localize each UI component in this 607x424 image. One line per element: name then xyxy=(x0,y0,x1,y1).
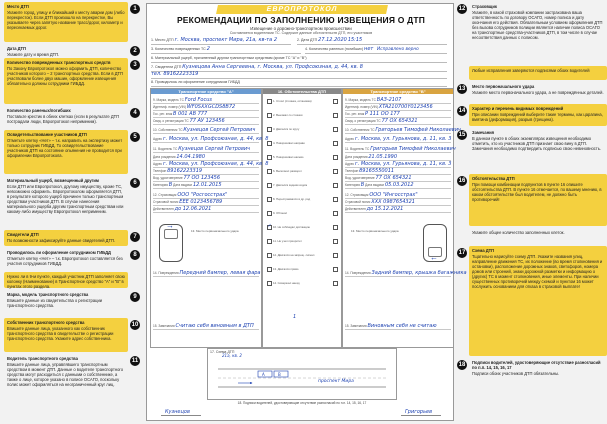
circumstance-checkbox-b[interactable] xyxy=(333,127,338,132)
note-card xyxy=(4,230,128,246)
note-title: Марка, модель транспортного средства xyxy=(7,292,89,297)
note-card xyxy=(469,174,607,226)
circumstance-label: 1. Стоял (стоянка, остановка) xyxy=(273,98,312,103)
note-card xyxy=(4,176,128,228)
circumstance-checkbox-b[interactable] xyxy=(333,225,338,230)
note-title: Освидетельствование участников ДТП xyxy=(7,132,87,137)
note-title: Место первоначального удара xyxy=(472,84,535,89)
circumstance-checkbox-a[interactable] xyxy=(267,99,272,104)
circumstance-label: 7. Двигался задним ходом xyxy=(273,182,308,187)
note-title: Собственник транспортного средства xyxy=(7,320,85,325)
circumstance-checkbox-a[interactable] xyxy=(267,253,272,258)
step-number-badge: 12 xyxy=(458,6,466,12)
circumstance-checkbox-b[interactable] xyxy=(333,155,338,160)
note-text: Если ДТП или Европротокол, другому имуществу, кроме ТС, невозможно оформить. Европротоколом оформляется ДТП, в результате которого ущерб причинен только транспортным средствам участников ДТП. В случае нанесения материального ущерба другим транспортным средствам или какому-либо имуществу Европротокол неприменим. xyxy=(7,184,124,214)
step-number-badge: 7 xyxy=(130,232,140,242)
circumstance-checkbox-b[interactable] xyxy=(333,113,338,118)
a-driver-line: 11. Водитель ТС Кузнецов Сергей Петрович xyxy=(153,147,259,153)
circumstance-label: 3. Двигался по кругу xyxy=(273,126,300,131)
witness-phone-row xyxy=(151,71,447,79)
scheme-panel xyxy=(207,348,397,400)
scheme-label: 17. Схема ДТП xyxy=(210,350,235,354)
witness-row: 7. Свидетели ДТП Кузнецова Анна Сергеевна, г. Москва, ул. Профсоюзная, д. 44, кв. 8 xyxy=(151,64,447,72)
note-title: Водитель транспортного средства xyxy=(7,356,78,361)
circumstance-checkbox-b[interactable] xyxy=(333,99,338,104)
circumstance-checkbox-b[interactable] xyxy=(333,183,338,188)
note-text: Любые исправления заверяются подписями обоих водителей xyxy=(472,68,590,73)
note-title: Количество поврежденных транспортных средств xyxy=(7,60,111,65)
a-driver-addr-line: Адрес г. Москва, ул. Профсоюзная, д. 44, кв. 8 xyxy=(153,161,269,167)
a-category-line: Категория В Дата выдачи 12.01.2015 xyxy=(153,183,259,189)
circumstance-checkbox-a[interactable] xyxy=(267,141,272,146)
note-title: Схема ДТП xyxy=(472,248,495,253)
vehicle-a-header: Транспортное средство "А" xyxy=(151,89,261,94)
gibdd-row: 8. Проводилось ли оформление сотрудником ГИБДД xyxy=(151,79,447,87)
a-policy-line: Страховой полис ЕЕЕ 0123456789 xyxy=(153,200,259,206)
circumstance-label: 10. Не соблюдал дистанцию xyxy=(273,224,310,229)
note-card xyxy=(469,228,607,244)
note-text: Нужно ли в 9-м пункте, каждый участник ДТП заполняет свою колонку (Наименование) в Транспортное средство "A" и "B" в пунктах этого раздела. xyxy=(7,274,125,289)
b-driver-addr-line: Адрес г. Москва, ул. Гурьянова, д. 11, кв. 3 xyxy=(345,161,452,167)
circumstance-checkbox-a[interactable] xyxy=(267,281,272,286)
scheme-house: 21а, кв. 2 xyxy=(222,353,242,358)
circumstance-checkbox-b[interactable] xyxy=(333,267,338,272)
circumstance-label: 11. Не учел приоритет xyxy=(273,238,302,243)
b-owner-line: 10. Собственник ТС Григорьев Тимофей Николаевич xyxy=(345,127,461,133)
note-text: Укажите место первоначального удара, а не повреждённых деталей. xyxy=(472,90,604,95)
circumstance-checkbox-a[interactable] xyxy=(267,155,272,160)
note-title: Страховщик xyxy=(472,4,497,9)
vehicle-b-panel xyxy=(342,88,467,348)
vehicle-b-header: Транспортное средство "В" xyxy=(343,89,453,94)
circumstance-checkbox-b[interactable] xyxy=(333,281,338,286)
scheme-street: проспект Мира xyxy=(318,379,354,384)
form-note: Составляется водителями ТС. Содержит данные обстоятельств ДТП, его участников xyxy=(229,31,373,35)
note-text: В данном пункте в обоих экземплярах извещения необходимо отметить, кто из участников ДТП признает свою вину в ДТП. Замечания необходимо подтвердить подписью свою невиновность. xyxy=(472,136,601,151)
a-impact-label: 13. Место первоначального удара xyxy=(191,229,239,233)
note-text: Укажите дату и время ДТП. xyxy=(7,52,60,57)
a-address-line: Адрес г. Москва, ул. Профсоюзная, д. 44, кв. 8 xyxy=(153,136,269,142)
circumstance-checkbox-b[interactable] xyxy=(333,197,338,202)
step-number-badge: 8 xyxy=(130,250,140,260)
circumstance-label: 4. Поворачивал направо xyxy=(273,140,305,145)
step-number-badge: 1 xyxy=(130,4,140,14)
b-remarks-line: 15. Замечания Виновным себя не считаю xyxy=(345,324,451,330)
note-text: Отметьте клетку «Нет» – т.к. направить на экспертизу может только сотрудник ГИБДД. То освидетельствование участников ДТП на состояние опьянения не проводится при оформлении Европротокола. xyxy=(7,138,123,158)
b-driver-line: 11. Водитель ТС Григорьев Тимофей Николаевич xyxy=(345,146,456,152)
a-brand-line: 9. Марка, модель ТС Ford Focus xyxy=(153,98,259,104)
step-number-badge: 4 xyxy=(130,108,140,118)
circumstance-checkbox-a[interactable] xyxy=(267,183,272,188)
form-title: РЕКОМЕНДАЦИИ ПО ЗАПОЛНЕНИЮ ИЗВЕЩЕНИЯ О ДТП xyxy=(176,15,426,25)
circumstances-header: 16. Обстоятельства ДТП xyxy=(263,89,341,94)
car-a-icon: → xyxy=(159,224,183,262)
note-card xyxy=(4,354,128,422)
step-number-badge: 2 xyxy=(130,46,140,56)
note-text: При помощи комбинации подпунктов в пункте 16 опишите обстоятельства ДТП. В пункте 16 отмечается, по вашему мнению, в каком обстоятельстве был водителем, не должно быть противоречий! xyxy=(472,182,602,202)
a-reg-line: Свид. о регистрации ТС 77 АУ 123456 xyxy=(153,119,259,125)
b-valid-line: Действителен до 15.12.2021 xyxy=(345,207,451,213)
circumstance-checkbox-a[interactable] xyxy=(267,127,272,132)
circumstance-label: 5. Поворачивал налево xyxy=(273,154,304,159)
a-license-line: Вод. удостоверение 77 ОО 123456 xyxy=(153,176,259,182)
material-row: 6. Материальный ущерб, причиненный другим транспортным средствам (кроме ТС "А" и "В") xyxy=(151,55,447,63)
note-card xyxy=(4,272,128,288)
circumstance-checkbox-b[interactable] xyxy=(333,253,338,258)
vehicle-a-panel xyxy=(150,88,269,348)
circumstance-label: 9. Обгонял xyxy=(273,210,288,215)
note-title: Замечания xyxy=(472,130,495,135)
note-text: Поставьте крестик в обеих клетках (если в результате ДТП пострадали люди, Европротокол неприменим). xyxy=(7,114,120,124)
note-card xyxy=(4,318,128,352)
circumstance-checkbox-a[interactable] xyxy=(267,113,272,118)
note-card xyxy=(4,2,128,42)
step-number-badge: 3 xyxy=(130,60,140,70)
note-title: Дата ДТП xyxy=(7,46,26,51)
step-number-badge: 10 xyxy=(131,322,139,328)
note-text: Впишите данные лица, указанного как собственник транспортного средства в свидетельстве о регистрации транспортного средства. Укажите адрес собственника. xyxy=(7,326,114,341)
b-brand-line: 9. Марка, модель ТС ВАЗ-2107 xyxy=(345,98,451,104)
b-reg-line: Свид. о регистрации ТС 77 ОХ 654321 xyxy=(345,119,451,125)
note-card xyxy=(469,358,607,420)
note-text: Впишите данные лица, управлявшего транспортным средством в момент ДТП. Данные о водителе транспортного средства могут расходиться с данными о собственнике, а также о лице, которое указано в полисе ОСАГО, поскольку полис может оформляться на неограниченный круг лиц. xyxy=(7,362,124,387)
vehicles-value: 2 xyxy=(206,46,210,52)
svg-text:A: A xyxy=(262,372,265,377)
b-category-line: Категория В Дата выдачи 05.03.2012 xyxy=(345,183,451,189)
circumstance-checkbox-a[interactable] xyxy=(267,197,272,202)
vehicles-row: 3. Количество поврежденных ТС 2 xyxy=(151,46,301,54)
step-number-badge: 11 xyxy=(131,358,139,364)
witness-phone: тел. 89162223319 xyxy=(151,71,199,77)
scheme-drawing xyxy=(208,355,396,399)
injured-value: нет xyxy=(364,46,374,52)
a-insurer-line: 12. Страховщик ООО "Росгосстрах" xyxy=(153,193,259,199)
note-title: Характер и перечень видимых повреждений xyxy=(472,106,564,111)
step-number-badge: 9 xyxy=(130,292,140,302)
note-text: По Закону Европротокол можно оформить ДТП, количество участников которого – 2 транспортных средства. Если в ДТП участвовали более двух машин, оформление извещения обязательно должны сотрудники ГИБДД. xyxy=(7,66,123,86)
note-title: Свидетели ДТП xyxy=(7,232,39,237)
signatures-label: 18. Подписи водителей, удостоверяющие отсутствие разногласий по п.п. 14, 15, 16, 17 xyxy=(237,401,367,405)
note-text: Подписи обоих участников ДТП обязательны. xyxy=(472,371,560,376)
note-card xyxy=(4,290,128,316)
note-text: Укажите, в какой страховой компании застрахована ваша ответственность по договору ОСАГО, номер полиса и дату окончания его действия. Обязательным условием оформления ДТП без вызова сотрудников полиции является наличие полиса ОСАГО на транспортные средства-участников ДТП, в том числе в случае несоответствия данных с полисом. xyxy=(472,10,603,40)
a-plate-line: Гос. рег. знак В 001 АВ 777 xyxy=(153,112,259,118)
note-title: Материальный ущерб, возмещенный другим xyxy=(7,178,99,183)
total-checks: 1 xyxy=(293,314,297,320)
note-title: Проводилось ли оформление сотрудником ГИБДД xyxy=(7,250,111,255)
note-text: Тщательно нарисуйте схему ДТП. Укажите названия улиц, направление движения ТС, их положение (во время столкновения и остановки), расположение дорожных знаков, светофоров, номера домов или строений, знаки дорожной разметки и информацию о (других) ТС в момент столкновения, иные элементы. При наличии существенных противоречий между схемой и пунктом 16 может послужить основанием для отказа в страховой выплате! xyxy=(472,254,603,289)
time-value: 15:15 xyxy=(347,37,363,43)
note-card xyxy=(4,248,128,270)
note-card xyxy=(469,82,607,102)
note-text: Отметьте клетку «Нет» – т.к. Европротокол составляется без участия сотрудников ГИБДД. xyxy=(7,256,123,266)
circumstance-label: 13. Двигался прямо xyxy=(273,266,299,271)
note-card xyxy=(469,2,607,64)
witness-value: Кузнецова Анна Сергеевна, г. Москва, ул. Профсоюзная, д. 44, кв. 8 xyxy=(182,64,363,70)
circumstances-panel xyxy=(262,88,342,348)
note-card xyxy=(4,58,128,104)
b-dob-line: Дата рождения 21.05.1990 xyxy=(345,155,451,161)
circumstance-checkbox-b[interactable] xyxy=(333,211,338,216)
a-damage-line: 14. Повреждения Передний бампер, левая фара xyxy=(153,270,261,276)
step-number-badge: 18 xyxy=(458,362,466,368)
car-b-icon: ← xyxy=(423,224,447,262)
note-title: Количество раненых/погибших xyxy=(7,108,71,113)
form-subtitle: Извещение о дорожно-транспортном происшествии xyxy=(250,26,352,31)
signatures-row xyxy=(151,401,451,419)
note-card xyxy=(469,128,607,172)
circumstance-label: 12. Двигался на запрещ. сигнал xyxy=(273,252,315,257)
note-title: Подписи водителей, удостоверяющие отсутствие разногласий по п.п. 14, 15, 16, 17 xyxy=(472,360,601,370)
place-row: 1. Место ДТП г. Москва, проспект Мира, 21а, кв-та 2 xyxy=(151,37,291,45)
circumstance-label: 8. Перестраивался в др. ряд xyxy=(273,196,311,201)
date-value: 27.12.2020 xyxy=(318,37,347,43)
note-text: По возможности зафиксируйте данные свидетелей ДТП. xyxy=(7,238,116,243)
note-card xyxy=(469,246,607,356)
circumstance-checkbox-a[interactable] xyxy=(267,225,272,230)
step-number-badge: 6 xyxy=(130,178,140,188)
step-number-badge: 5 xyxy=(130,132,140,142)
note-card xyxy=(469,104,607,126)
a-dob-line: Дата рождения 14.04.1980 xyxy=(153,155,259,161)
b-plate-line: Гос. рег. знак Р 111 ОО 177 xyxy=(345,112,451,118)
b-damage-line: 14. Повреждения Задний бампер, крышка багажника xyxy=(345,270,467,276)
note-card xyxy=(469,66,607,80)
b-vin-line: Идентиф. номер (VIN) XTA210700Y0123456 xyxy=(345,105,451,111)
b-policy-line: Страховой полис ХХХ 0987654321 xyxy=(345,200,451,206)
note-title: Обстоятельства ДТП xyxy=(472,176,515,181)
step-number-badge: 13 xyxy=(458,86,466,92)
b-license-line: Вод. удостоверение 77 ОХ 654321 xyxy=(345,176,451,182)
circumstance-checkbox-a[interactable] xyxy=(267,267,272,272)
a-owner-line: 10. Собственник ТС Кузнецов Сергей Петрович xyxy=(153,128,259,134)
a-valid-line: Действителен до 12.06.2021 xyxy=(153,207,259,213)
europrotocol-banner: ЕВРОПРОТОКОЛ xyxy=(216,5,388,14)
circumstance-label: 6. Выполнял разворот xyxy=(273,168,302,173)
right-notes-column xyxy=(457,0,604,424)
note-card xyxy=(4,44,128,56)
circumstance-checkbox-b[interactable] xyxy=(333,239,338,244)
circumstance-label: 2. Выезжал со стоянки xyxy=(273,112,303,117)
b-address-line: Адрес г. Москва, ул. Гурьянова, д. 11, кв. 3 xyxy=(345,136,452,142)
b-impact-label: 13. Место первоначального удара xyxy=(351,229,399,233)
place-value: г. Москва, проспект Мира, 21а, кв-та 2 xyxy=(174,37,277,43)
note-card xyxy=(4,130,128,174)
accident-notice-form xyxy=(146,3,467,421)
injured-row: 4. Количество раненых (погибших) нет xyxy=(305,46,447,54)
note-text: Впишите данные из свидетельства о регистрации транспортного средства. xyxy=(7,298,103,308)
svg-text:B: B xyxy=(278,372,281,377)
circumstance-label: 14. Совершал наезд xyxy=(273,280,300,285)
circumstance-checkbox-b[interactable] xyxy=(333,141,338,146)
step-number-badge: 14 xyxy=(458,108,466,114)
driver-a-signature: Кузнецов xyxy=(165,409,190,415)
a-vin-line: Идентиф. номер (VIN) WF0SXXGCDS8B72 xyxy=(153,105,259,111)
note-text: Укажите общее количество заполненных клеток. xyxy=(472,230,565,235)
left-notes-column xyxy=(0,0,143,424)
driver-b-signature: Григорьев xyxy=(405,409,433,415)
note-title: Место ДТП xyxy=(7,4,29,9)
circumstance-checkbox-b[interactable] xyxy=(333,169,338,174)
corrections-stamp: Исправлено верно xyxy=(377,47,419,52)
date-row: 2. Дата ДТП 27.12.2020 15:15 xyxy=(297,37,447,45)
step-number-badge: 17 xyxy=(458,250,466,256)
note-text: При описании повреждений выберите такие термины, как царапина, вмятина (деформация), разрыв (трещина). xyxy=(472,112,603,122)
note-text: Укажите город, улицу и ближайший к месту аварии дом (либо перекресток). Если ДТП произошло на перекрестке, Вы указываете через запятую название трасс/дорог, километр и пересекаемых дорог. xyxy=(7,10,125,30)
b-insurer-line: 12. Страховщик ООО "Ингосстрах" xyxy=(345,193,451,199)
step-number-badge: 15 xyxy=(458,132,466,138)
a-phone-line: Телефон 89162223319 xyxy=(153,169,259,175)
circumstance-checkbox-a[interactable] xyxy=(267,211,272,216)
circumstance-checkbox-a[interactable] xyxy=(267,239,272,244)
b-phone-line: Телефон 89165550011 xyxy=(345,169,451,175)
circumstance-checkbox-a[interactable] xyxy=(267,169,272,174)
a-remarks-line: 15. Замечания Считаю себя виновным в ДТП xyxy=(153,324,259,330)
note-card xyxy=(4,106,128,128)
step-number-badge: 16 xyxy=(458,178,466,184)
